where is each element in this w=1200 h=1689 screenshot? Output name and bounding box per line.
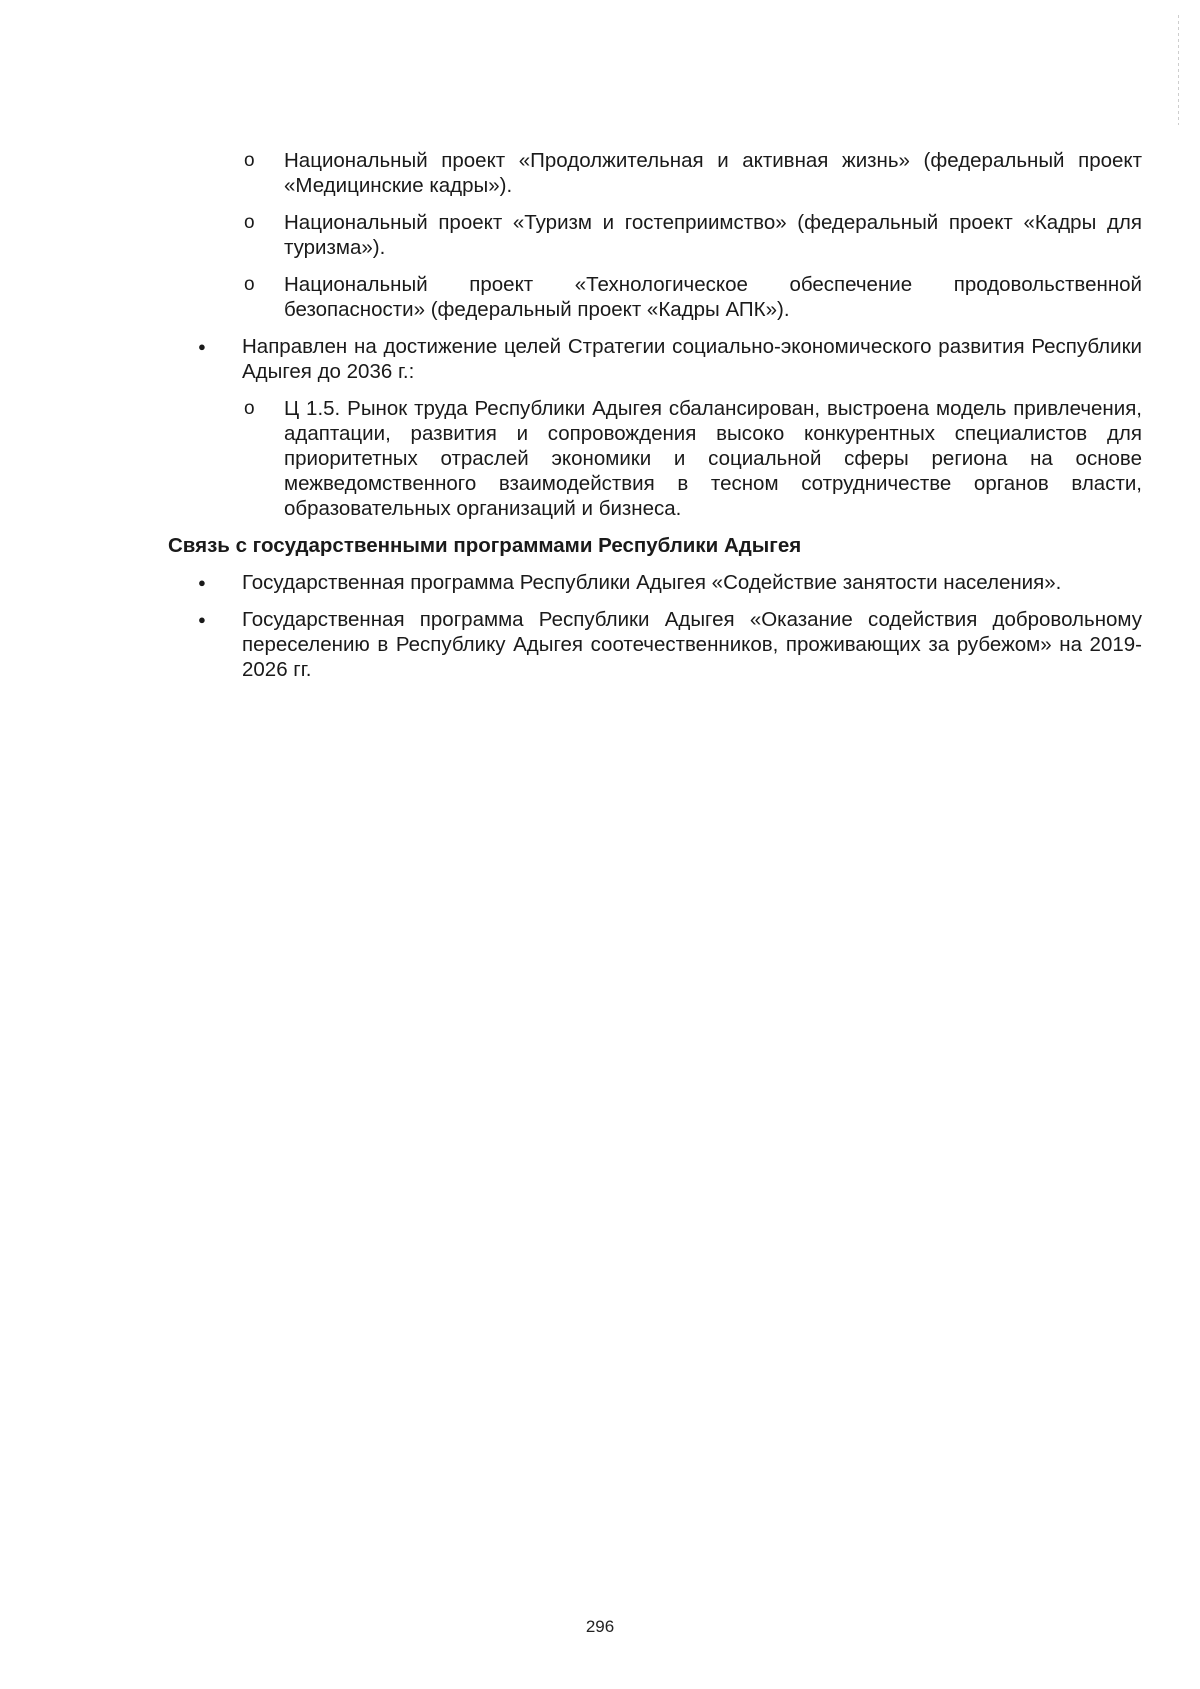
list-item bbox=[244, 272, 1142, 322]
document-content bbox=[168, 148, 1142, 694]
list-item-text: Направлен на достижение целей Стратегии социально-экономического развития Республики Адыгея до 2036 г.: bbox=[242, 335, 1142, 383]
list-item-text: Национальный проект «Туризм и гостеприимство» (федеральный проект «Кадры для туризма»). bbox=[284, 211, 1142, 259]
program-item bbox=[198, 607, 1142, 682]
list-item-text: Ц 1.5. Рынок труда Республики Адыгея сбалансирован, выстроена модель привлечения, адаптации, развития и сопровождения высоко конкурентных специалистов для приоритетных отраслей экономики и социальной сферы региона на основе межведомственного взаимодействия в тесном сотрудничестве органов власти, образовательных организаций и бизнеса. bbox=[284, 397, 1142, 520]
filled-bullet-icon: ● bbox=[198, 339, 206, 354]
list-item bbox=[244, 210, 1142, 260]
program-text: Государственная программа Республики Адыгея «Содействие занятости населения». bbox=[242, 571, 1062, 594]
hollow-bullet-icon: o bbox=[244, 398, 255, 419]
list-item-text: Национальный проект «Технологическое обеспечение продовольственной безопасности» (федеральный проект «Кадры АПК»). bbox=[284, 273, 1142, 321]
program-item bbox=[198, 570, 1142, 595]
list-item-text: Национальный проект «Продолжительная и активная жизнь» (федеральный проект «Медицинские кадры»). bbox=[284, 149, 1142, 197]
section-heading: Связь с государственными программами Республики Адыгея bbox=[168, 534, 802, 557]
program-text: Государственная программа Республики Адыгея «Оказание содействия добровольному переселению в Республику Адыгея соотечественников, проживающих за рубежом» на 2019-2026 гг. bbox=[242, 608, 1142, 681]
list-item bbox=[244, 148, 1142, 198]
list-item bbox=[244, 396, 1142, 521]
page-number: 296 bbox=[585, 1617, 615, 1636]
hollow-bullet-icon: o bbox=[244, 150, 255, 171]
hollow-bullet-icon: o bbox=[244, 212, 255, 233]
list-item bbox=[198, 334, 1142, 384]
hollow-bullet-icon: o bbox=[244, 274, 255, 295]
filled-bullet-icon: ● bbox=[198, 612, 206, 627]
filled-bullet-icon: ● bbox=[198, 575, 206, 590]
scan-edge-artifact bbox=[1178, 15, 1179, 125]
